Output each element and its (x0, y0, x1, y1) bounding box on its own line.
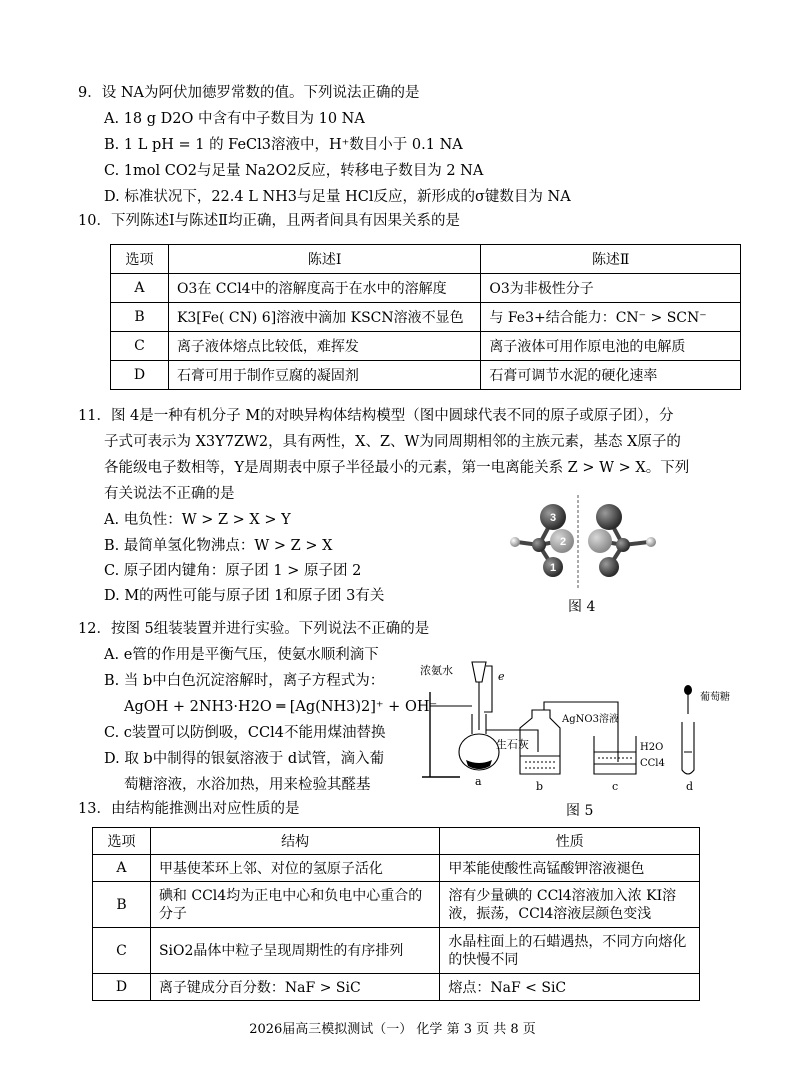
q11-option-a: A. 电负性：W > Z > X > Y (104, 512, 291, 528)
q11-line-4: 有关说法不正确的是 (104, 486, 235, 502)
left-enantiomer (510, 504, 574, 577)
label-ammonia: 浓氨水 (420, 664, 453, 677)
mirror-central-carbon-ball (616, 538, 630, 552)
page-footer: 2026届高三模拟测试（一） 化学 第 3 页 共 8 页 (249, 1022, 536, 1037)
row-label: B (93, 882, 151, 928)
q12-option-b: B. 当 b中白色沉淀溶解时，离子方程式为： (104, 673, 385, 689)
label-h2o: H2O (640, 742, 664, 753)
label-glucose: 葡萄糖 (700, 692, 730, 703)
structure: 碘和 CCl4均为正电中心和负电中心重合的分子 (150, 882, 439, 928)
table-row (93, 855, 700, 882)
label-e: e (498, 670, 505, 683)
structure: 甲基使苯环上邻、对位的氢原子活化 (150, 855, 439, 882)
q12-option-d-cont: 萄糖溶液，水浴加热，用来检验其醛基 (124, 777, 371, 793)
property: 甲苯能使酸性高锰酸钾溶液褪色 (440, 855, 700, 882)
table-row (111, 303, 741, 332)
statement-2: 石膏可调节水泥的硬化速率 (481, 361, 741, 390)
q11-line-3: 各能级电子数相等，Y是周期表中原子半径最小的元素，第一电离能关系 Z > W > X。下列 (104, 460, 690, 476)
label-b: b (536, 780, 544, 792)
q10-table (110, 244, 741, 390)
ball-label-1: 1 (549, 562, 557, 574)
table-header-row (93, 828, 700, 855)
q11-option-b: B. 最简单氢化物沸点：W > Z > X (104, 538, 333, 554)
table-row (111, 361, 741, 390)
label-a: a (475, 775, 482, 788)
q9-option-b: B. 1 L pH = 1 的 FeCl3溶液中，H⁺数目小于 0.1 NA (104, 137, 463, 153)
statement-1: 离子液体熔点比较低，难挥发 (168, 332, 480, 361)
q12-option-c: C. c装置可以防倒吸，CCl4不能用煤油替换 (104, 725, 386, 741)
property: 溶有少量碘的 CCl4溶液加入浓 KI溶液，振荡，CCl4溶液层颜色变浅 (440, 882, 700, 928)
row-label: D (111, 361, 169, 390)
statement-1: K3[Fe( CN) 6]溶液中滴加 KSCN溶液不显色 (168, 303, 480, 332)
q13-table (92, 827, 700, 1001)
mirror-hydrogen-ball (646, 537, 656, 547)
property: 熔点：NaF < SiC (440, 974, 700, 1001)
ball-label-3: 3 (549, 512, 557, 524)
figure-5-caption: 图 5 (566, 803, 594, 819)
q11-option-d: D. M的两性可能与原子团 1和原子团 3有关 (104, 588, 385, 604)
header-option: 选项 (93, 828, 151, 855)
structure: SiO2晶体中粒子呈现周期性的有序排列 (150, 928, 439, 974)
table-row (93, 882, 700, 928)
label-d: d (686, 780, 694, 792)
separatory-funnel (472, 662, 486, 682)
row-label: C (111, 332, 169, 361)
row-label: B (111, 303, 169, 332)
table-row (93, 928, 700, 974)
table-header-row (111, 245, 741, 274)
statement-2: O3为非极性分子 (481, 274, 741, 303)
structure: 离子键成分百分数：NaF > SiC (150, 974, 439, 1001)
label-lime: 生石灰 (496, 738, 529, 751)
label-ccl4: CCl4 (640, 758, 665, 769)
header-statement-1: 陈述Ⅰ (168, 245, 480, 274)
q9-option-c: C. 1mol CO2与足量 Na2O2反应，转移电子数目为 2 NA (104, 163, 484, 179)
header-property: 性质 (440, 828, 700, 855)
right-enantiomer (588, 504, 656, 577)
test-tube-d (682, 722, 694, 774)
mirror-group-2-ball (588, 529, 612, 553)
statement-2: 离子液体可用作原电池的电解质 (481, 332, 741, 361)
q9-option-d: D. 标准状况下，22.4 L NH3与足量 HCl反应，新形成的σ键数目为 NA (104, 189, 571, 205)
row-label: D (93, 974, 151, 1001)
delivery-tube-bc (544, 702, 618, 762)
q11-line-1: 11．图 4是一种有机分子 M的对映异构体结构模型（图中圆球代表不同的原子或原子团），分 (78, 408, 674, 424)
dropper-bulb (684, 685, 692, 695)
pressure-equalizing-tube (484, 666, 492, 712)
table-row (111, 274, 741, 303)
table-row (93, 974, 700, 1001)
statement-1: 石膏可用于制作豆腐的凝固剂 (168, 361, 480, 390)
q12-stem: 12．按图 5组装装置并进行实验。下列说法不正确的是 (78, 621, 430, 637)
header-option: 选项 (111, 245, 169, 274)
q11-option-c: C. 原子团内键角：原子团 1 > 原子团 2 (104, 563, 362, 579)
header-statement-2: 陈述Ⅱ (481, 245, 741, 274)
q9-stem: 9．设 NA为阿伏加德罗常数的值。下列说法正确的是 (78, 85, 420, 101)
row-label: A (93, 855, 151, 882)
q10-stem: 10．下列陈述Ⅰ与陈述Ⅱ均正确，且两者间具有因果关系的是 (78, 213, 461, 229)
property: 水晶柱面上的石蜡遇热，不同方向熔化的快慢不同 (440, 928, 700, 974)
statement-2: 与 Fe3+结合能力：CN⁻ > SCN⁻ (481, 303, 741, 332)
label-agno3: AgNO3溶液 (562, 714, 619, 725)
q12-equation: AgOH + 2NH3·H2O ═ [Ag(NH3)2]⁺ + OH⁻ (124, 699, 438, 715)
label-c: c (612, 780, 619, 792)
table-row (111, 332, 741, 361)
central-carbon-ball (532, 538, 546, 552)
beaker-c (594, 736, 636, 774)
q12-option-a: A. e管的作用是平衡气压，使氨水顺利滴下 (104, 647, 379, 663)
row-label: C (93, 928, 151, 974)
q13-stem: 13．由结构能推测出对应性质的是 (78, 801, 300, 817)
ball-label-2: 2 (559, 536, 567, 548)
q12-option-d: D. 取 b中制得的银氨溶液于 d试管，滴入葡 (104, 751, 385, 767)
header-structure: 结构 (150, 828, 439, 855)
statement-1: O3在 CCl4中的溶解度高于在水中的溶解度 (168, 274, 480, 303)
figure-4-caption: 图 4 (568, 599, 596, 615)
hydrogen-ball (510, 537, 520, 547)
row-label: A (111, 274, 169, 303)
figure-4-molecule-model (505, 495, 665, 590)
q11-line-2: 子式可表示为 X3Y7ZW2，具有两性，X、Z、W为同周期相邻的主族元素，基态 X原子的 (104, 434, 681, 450)
figure-5-apparatus (420, 652, 740, 792)
mirror-group-1-ball (599, 557, 619, 577)
q9-option-a: A. 18 g D2O 中含有中子数目为 10 NA (104, 111, 365, 127)
mirror-group-3-ball (596, 504, 622, 530)
